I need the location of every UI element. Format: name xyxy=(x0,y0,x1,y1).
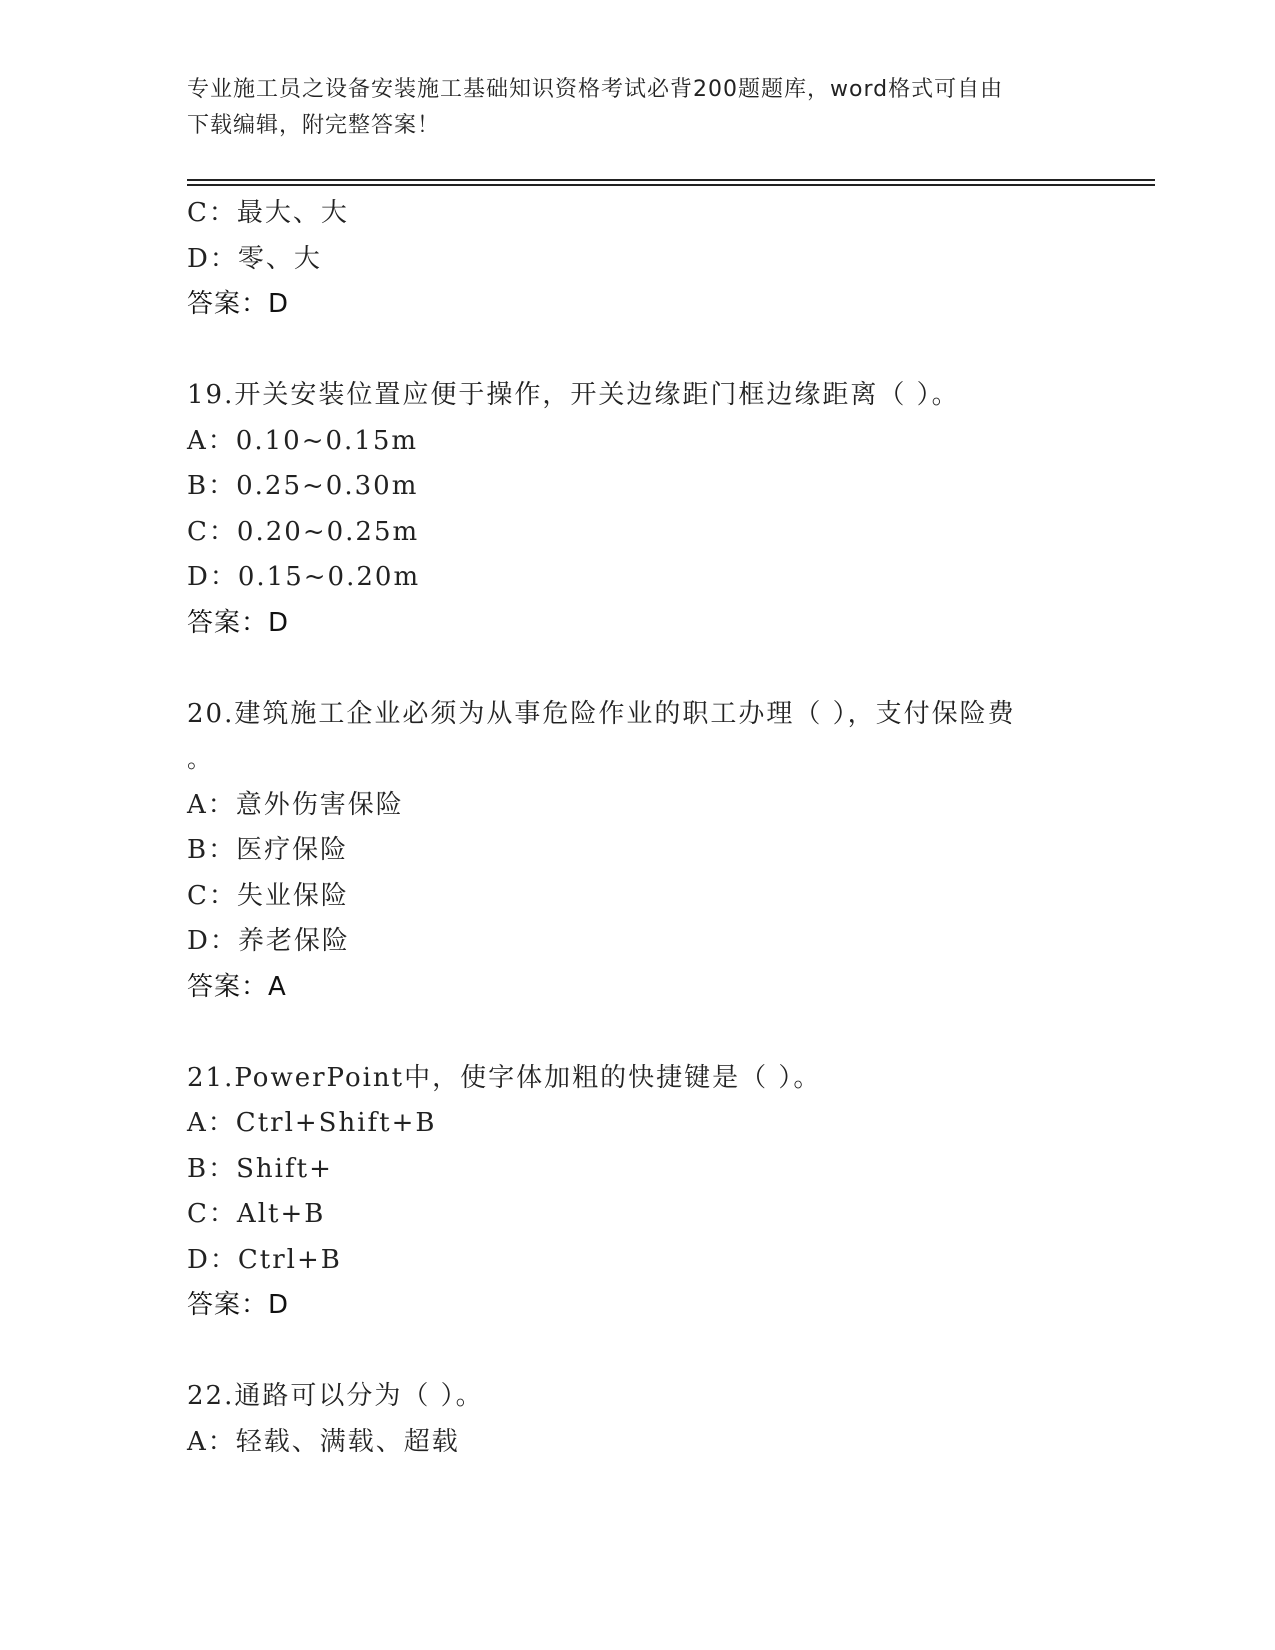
option-text: 轻载、满载、超载 xyxy=(235,1426,460,1457)
question-21 xyxy=(187,1056,1127,1329)
option-letter: A xyxy=(187,789,208,820)
question-22 xyxy=(187,1374,1127,1465)
option-text: 最大、大 xyxy=(236,198,349,228)
question-number: 22 xyxy=(187,1381,225,1411)
option-item: A：Ctrl+Shift+B xyxy=(187,1108,437,1138)
option-text: Alt+B xyxy=(236,1199,326,1229)
option-letter: A xyxy=(187,425,208,456)
question-stem: 22.通路可以分为（ ）。 xyxy=(187,1381,484,1411)
option-item: D：养老保险 xyxy=(187,926,350,956)
answer-line: 答案：D xyxy=(187,289,290,319)
question-stem: 19.开关安装位置应便于操作，开关边缘距门框边缘距离（ ）。 xyxy=(187,380,960,410)
option-item: A：0.10~0.15m xyxy=(187,425,419,456)
question-19 xyxy=(187,373,1127,646)
question-list xyxy=(187,191,1127,1465)
spacer xyxy=(187,646,1127,692)
header-title-line-2: 下载编辑，附完整答案！ xyxy=(187,113,441,138)
question-text: PowerPoint中，使字体加粗的快捷键是（ ）。 xyxy=(234,1062,822,1093)
option-letter: C xyxy=(187,516,209,547)
option-item: C：Alt+B xyxy=(187,1199,326,1229)
option-letter: D xyxy=(187,562,210,592)
option-item: D：0.15~0.20m xyxy=(187,562,421,592)
option-item: C：最大、大 xyxy=(187,198,349,228)
option-letter: C xyxy=(187,198,209,228)
option-letter: D xyxy=(187,926,210,956)
option-item: A：轻载、满载、超载 xyxy=(187,1426,460,1457)
spacer xyxy=(187,1010,1127,1056)
question-number: 21 xyxy=(187,1062,225,1093)
option-text: 失业保险 xyxy=(236,880,349,911)
answer-line: 答案：D xyxy=(187,1290,290,1320)
option-text: 0.10~0.15m xyxy=(235,425,419,456)
continued-question xyxy=(187,191,1127,328)
question-20 xyxy=(187,692,1127,1011)
question-text: 通路可以分为（ ）。 xyxy=(234,1381,484,1411)
question-text: 开关安装位置应便于操作，开关边缘距门框边缘距离（ ）。 xyxy=(234,380,960,410)
option-text: 0.25~0.30m xyxy=(236,471,419,501)
header-divider-top xyxy=(187,179,1155,181)
question-stem: 21.PowerPoint中，使字体加粗的快捷键是（ ）。 xyxy=(187,1062,822,1093)
option-item: B：Shift+ xyxy=(187,1153,333,1184)
option-letter: C xyxy=(187,1199,209,1229)
option-letter: A xyxy=(187,1108,208,1138)
question-stem: 20.建筑施工企业必须为从事危险作业的职工办理（ ），支付保险费 xyxy=(187,698,1016,729)
option-item: D：零、大 xyxy=(187,243,322,274)
option-item: C：失业保险 xyxy=(187,880,349,911)
spacer xyxy=(187,328,1127,374)
option-text: 意外伤害保险 xyxy=(235,789,404,820)
option-text: 养老保险 xyxy=(237,926,350,956)
option-text: Ctrl+Shift+B xyxy=(235,1108,437,1138)
option-letter: D xyxy=(187,243,210,274)
option-text: Ctrl+B xyxy=(237,1244,342,1275)
answer-line: 答案：A xyxy=(187,971,287,1002)
question-stem-continuation: 。 xyxy=(187,745,213,773)
header-divider-bottom xyxy=(187,184,1155,186)
option-text: 医疗保险 xyxy=(236,835,349,865)
header-title-line-1: 专业施工员之设备安装施工基础知识资格考试必背200题题库，word格式可自由 xyxy=(187,77,1004,102)
option-text: 0.15~0.20m xyxy=(237,562,421,592)
option-item: C：0.20~0.25m xyxy=(187,516,420,547)
option-item: B：医疗保险 xyxy=(187,835,349,865)
option-text: 0.20~0.25m xyxy=(236,516,420,547)
option-letter: D xyxy=(187,1244,210,1275)
document-header xyxy=(187,72,1067,144)
option-letter: B xyxy=(187,471,209,501)
option-text: 零、大 xyxy=(237,243,322,274)
spacer xyxy=(187,1329,1127,1375)
question-number: 19 xyxy=(187,380,225,410)
option-letter: C xyxy=(187,880,209,911)
question-text: 建筑施工企业必须为从事危险作业的职工办理（ ），支付保险费 xyxy=(234,698,1016,729)
option-item: B：0.25~0.30m xyxy=(187,471,419,501)
option-letter: B xyxy=(187,1153,209,1184)
option-text: Shift+ xyxy=(236,1153,333,1184)
answer-line: 答案：D xyxy=(187,607,290,638)
option-item: D：Ctrl+B xyxy=(187,1244,342,1275)
question-number: 20 xyxy=(187,698,225,729)
option-item: A：意外伤害保险 xyxy=(187,789,404,820)
option-letter: A xyxy=(187,1426,208,1457)
option-letter: B xyxy=(187,835,209,865)
